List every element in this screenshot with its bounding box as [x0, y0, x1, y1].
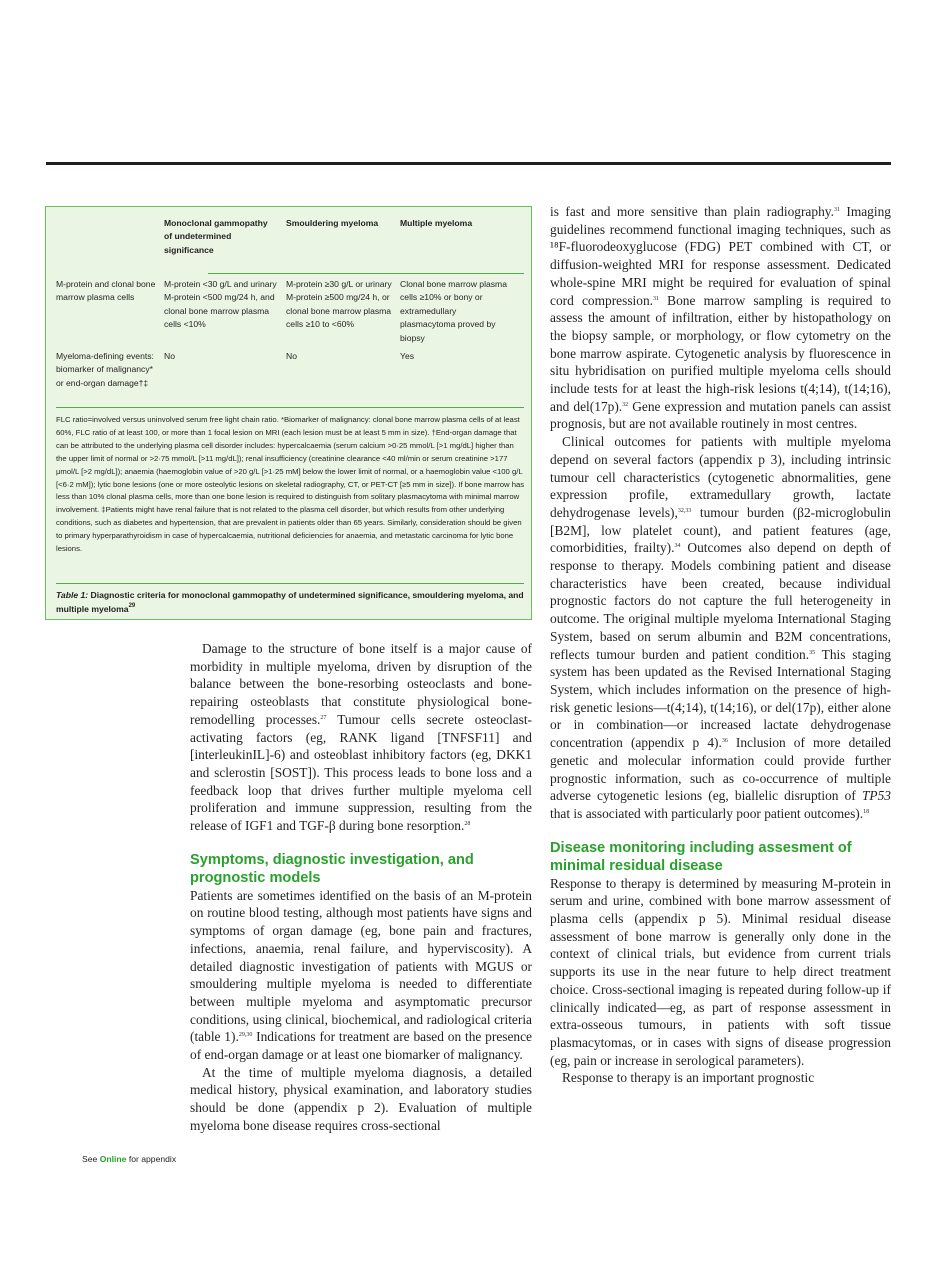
table-caption-label: Table 1: [56, 590, 89, 600]
gene-name: TP53 [861, 788, 891, 804]
margin-note: See Online for appendix [82, 1154, 177, 1164]
reference-marker: 18 [863, 808, 870, 815]
reference-marker: 35 [809, 649, 816, 656]
section-heading: Disease monitoring including assesment of minimal residual disease [550, 839, 852, 874]
paragraph: Damage to the structure of bone itself is a major cause of morbidity in multiple myeloma, driven by disruption of the balance between the bone-resorbing osteoclasts and bone-repairing osteoblasts that constitute physiological bone-remodelling processes.$^{27}$ Tumour cells secrete osteoclast-activating factors (eg, RANK ligand [TNFSF11] and [interleukinIL]-6) and osteoblast inhibitory factors (eg, DKK1 and sclerostin [SOST]). This process leads to bone loss and a feedback loop that drives further multiple myeloma cell proliferation and immune suppression, resulting from the release of IGF1 and TGF-β during bone resorption.$^{28}$ [190, 641, 532, 834]
reference-marker: 29,30 [238, 1032, 253, 1039]
online-appendix-link[interactable]: Online [99, 1154, 127, 1164]
table-footnote: FLC ratio=involved versus uninvolved serum free light chain ratio. *Biomarker of malignancy: clonal bone marrow plasma cells of at least 60%, FLC ratio of at least 100, or more than 1 focal lesion on MRI (each lesion must be at least 5 mm in size). †End-organ damage that can be attributed to the underlying plasma cell disorder includes: hypercalcaemia (serum calcium >0·25 mmol/L [>1 mg/dL] higher than the upper limit of normal or >2·75 mmol/L [>11 mg/dL]); renal insufficiency (creatinine clearance <40 ml/min or serum creatinine >177 μmol/L [>2 mg/dL]); anaemia (haemoglobin value of >20 g/L [>1·25 mM] below the lower limit of normal, or a haemoglobin value <100 g/L [<6·2 mM]); lytic bone lesions (one or more osteolytic lesions on skeletal radiography, CT, or PET-CT [≥5 mm in size]). If bone marrow has less than 10% clonal plasma cells, more than one bone lesion is required to distinguish from solitary plasmacytoma with minimal marrow involvement. ‡Patients might have renal failure that is not related to the plasma cell disorder, but which results from other underlying conditions, such as diabetes and hypertension, that are prevalent in patients older than 65 years. Similarly, consideration should be given to primary hyperparathyroidism in case of hypercalcaemia, nutritional deficiencies for anaemia, and metastatic carcinoma for lytic bone lesions. [56, 415, 525, 554]
paragraph: is fast and more sensitive than plain radiography.$^{31}$ Imaging guidelines recommend functional imaging techniques, such as ¹⁸F-fluorodeoxyglucose (FDG) PET combined with CT, or diffusion-weighted MRI for response assessment. Dedicated whole-spine MRI might be required for evaluation of spinal cord compression.$^{31}$ Bone marrow sampling is required to assess the amount of infiltration, either by histopathology on the biopsy sample, or morphology, or flow cytometry on the bone marrow aspirate. Cytogenetic analysis by fluorescence in situ hybridisation on purified multiple myeloma cells should include tests for at least the high-risk lesions t(4;14), t(14;16), and del(17p).$^{32}$ Gene expression and mutation panels can assist prognosis, but are not available routinely in most centres. [550, 204, 891, 432]
reference-marker: 28 [464, 821, 471, 828]
table-header-rule [208, 273, 524, 274]
paragraph: Clinical outcomes for patients with multiple myeloma depend on several factors (appendix p 3), including intrinsic tumour cell characteristics (cytogenetic abnormalities, gene expression profile, extramedullary growth, lactate dehydrogenase levels),$^{32,33}$ tumour burden (β2-microglobulin [B2M], low platelet count), and patient features (age, comorbidities, frailty).$^{34}$ Outcomes also depend on depth of response to therapy. Models combining patient and disease characteristics have been created, because individual prognostic factors do not capture the full heterogeneity in outcome. The original multiple myeloma International Staging System, based on serum albumin and B2M concentrations, reflects tumour burden and patient condition.$^{35}$ This staging system has been updated as the Revised International Staging System, which includes information on the presence of high-risk genetic lesions—t(4;14), t(14;16), or del(17p), either alone or in combination—or increased lactate dehydrogenase concentration (appendix p 4).$^{36}$ Inclusion of more detailed genetic and molecular information could provide further prognostic information, such as co-occurrence of multiple adverse cytogenetic lesions (eg, biallelic disruption of TP53 that is associated with particularly poor patient outcomes).$^{18}$ [550, 434, 891, 821]
table-cell: M-protein ≥30 g/L or urinary M-protein ≥500 mg/24 h, or clonal bone marrow plasma cells ≥10 to <60% [286, 279, 392, 330]
table-row-label: M-protein and clonal bone marrow plasma cells [56, 279, 156, 303]
table-header-smouldering: Smouldering myeloma [286, 218, 379, 228]
table-cell: Yes [400, 351, 415, 361]
table-cell: No [286, 351, 297, 361]
table-row-label: Myeloma-defining events: biomarker of malignancy* or end-organ damage†‡ [56, 351, 154, 388]
reference-marker: 27 [320, 714, 327, 721]
paragraph: Response to therapy is determined by measuring M-protein in serum and urine, combined with bone marrow assessment of plasma cells (appendix p 5). Minimal residual disease assessment of bone marrow is generally only done in the context of clinical trials, but evidence from current trials supports its use in the near future to help direct treatment choice. Cross-sectional imaging is repeated during follow-up if clinically indicated—eg, as part of response assessment in extra-osseous tumours, in patients with soft tissue plasmacytomas, or in cases with signs of disease progression (eg, pain or increase in serological parameters). [550, 875, 891, 1068]
reference-marker: 32 [622, 401, 629, 408]
reference-marker: 31 [833, 207, 840, 213]
paragraph: Patients are sometimes identified on the basis of an M-protein on routine blood testing, although most patients have signs and symptoms of organ damage (eg, bone pain and fractures, infections, anaemia, renal failure, and hyperviscosity). A detailed diagnostic investigation of patients with MGUS or smouldering multiple myeloma is needed to differentiate between multiple myeloma and asymptomatic precursor conditions, using clinical, biochemical, and radiological criteria (table 1).$^{29,30}$ Indications for treatment are based on the presence of end-organ damage or at least one biomarker of malignancy. [190, 887, 532, 1063]
table-caption [56, 588, 526, 616]
table-caption-text: Diagnostic criteria for monoclonal gammopathy of undetermined significance, smouldering myeloma, and multiple myeloma [56, 590, 524, 614]
reference-marker: 34 [674, 543, 681, 550]
table-cell: M-protein <30 g/L and urinary M-protein <500 mg/24 h, and clonal bone marrow plasma cells <10% [164, 279, 277, 330]
header-rule [46, 162, 891, 165]
table-footnote-rule [56, 407, 524, 408]
table-cell: No [164, 351, 175, 361]
table-header-mgus: Monoclonal gammopathy of undetermined significance [164, 218, 268, 255]
table-caption-rule [56, 583, 524, 584]
reference-marker: 32,33 [677, 507, 692, 514]
left-column [190, 640, 532, 1135]
table-1 [45, 206, 532, 620]
right-column [550, 203, 891, 1087]
reference-marker: 31 [653, 295, 659, 302]
paragraph: At the time of multiple myeloma diagnosis, a detailed medical history, physical examination, and laboratory studies should be done (appendix p 2). Evaluation of multiple myeloma bone disease requires cross-sectional [190, 1064, 532, 1133]
table-cell: Clonal bone marrow plasma cells ≥10% or bony or extramedullary plasmacytoma proved by biopsy [400, 279, 507, 343]
reference-marker: 36 [721, 738, 728, 745]
section-heading: Symptoms, diagnostic investigation, and prognostic models [190, 851, 474, 886]
table-header-myeloma: Multiple myeloma [400, 218, 473, 228]
reference-marker: 29 [128, 603, 136, 609]
paragraph: Response to therapy is an important prognostic [562, 1070, 815, 1086]
